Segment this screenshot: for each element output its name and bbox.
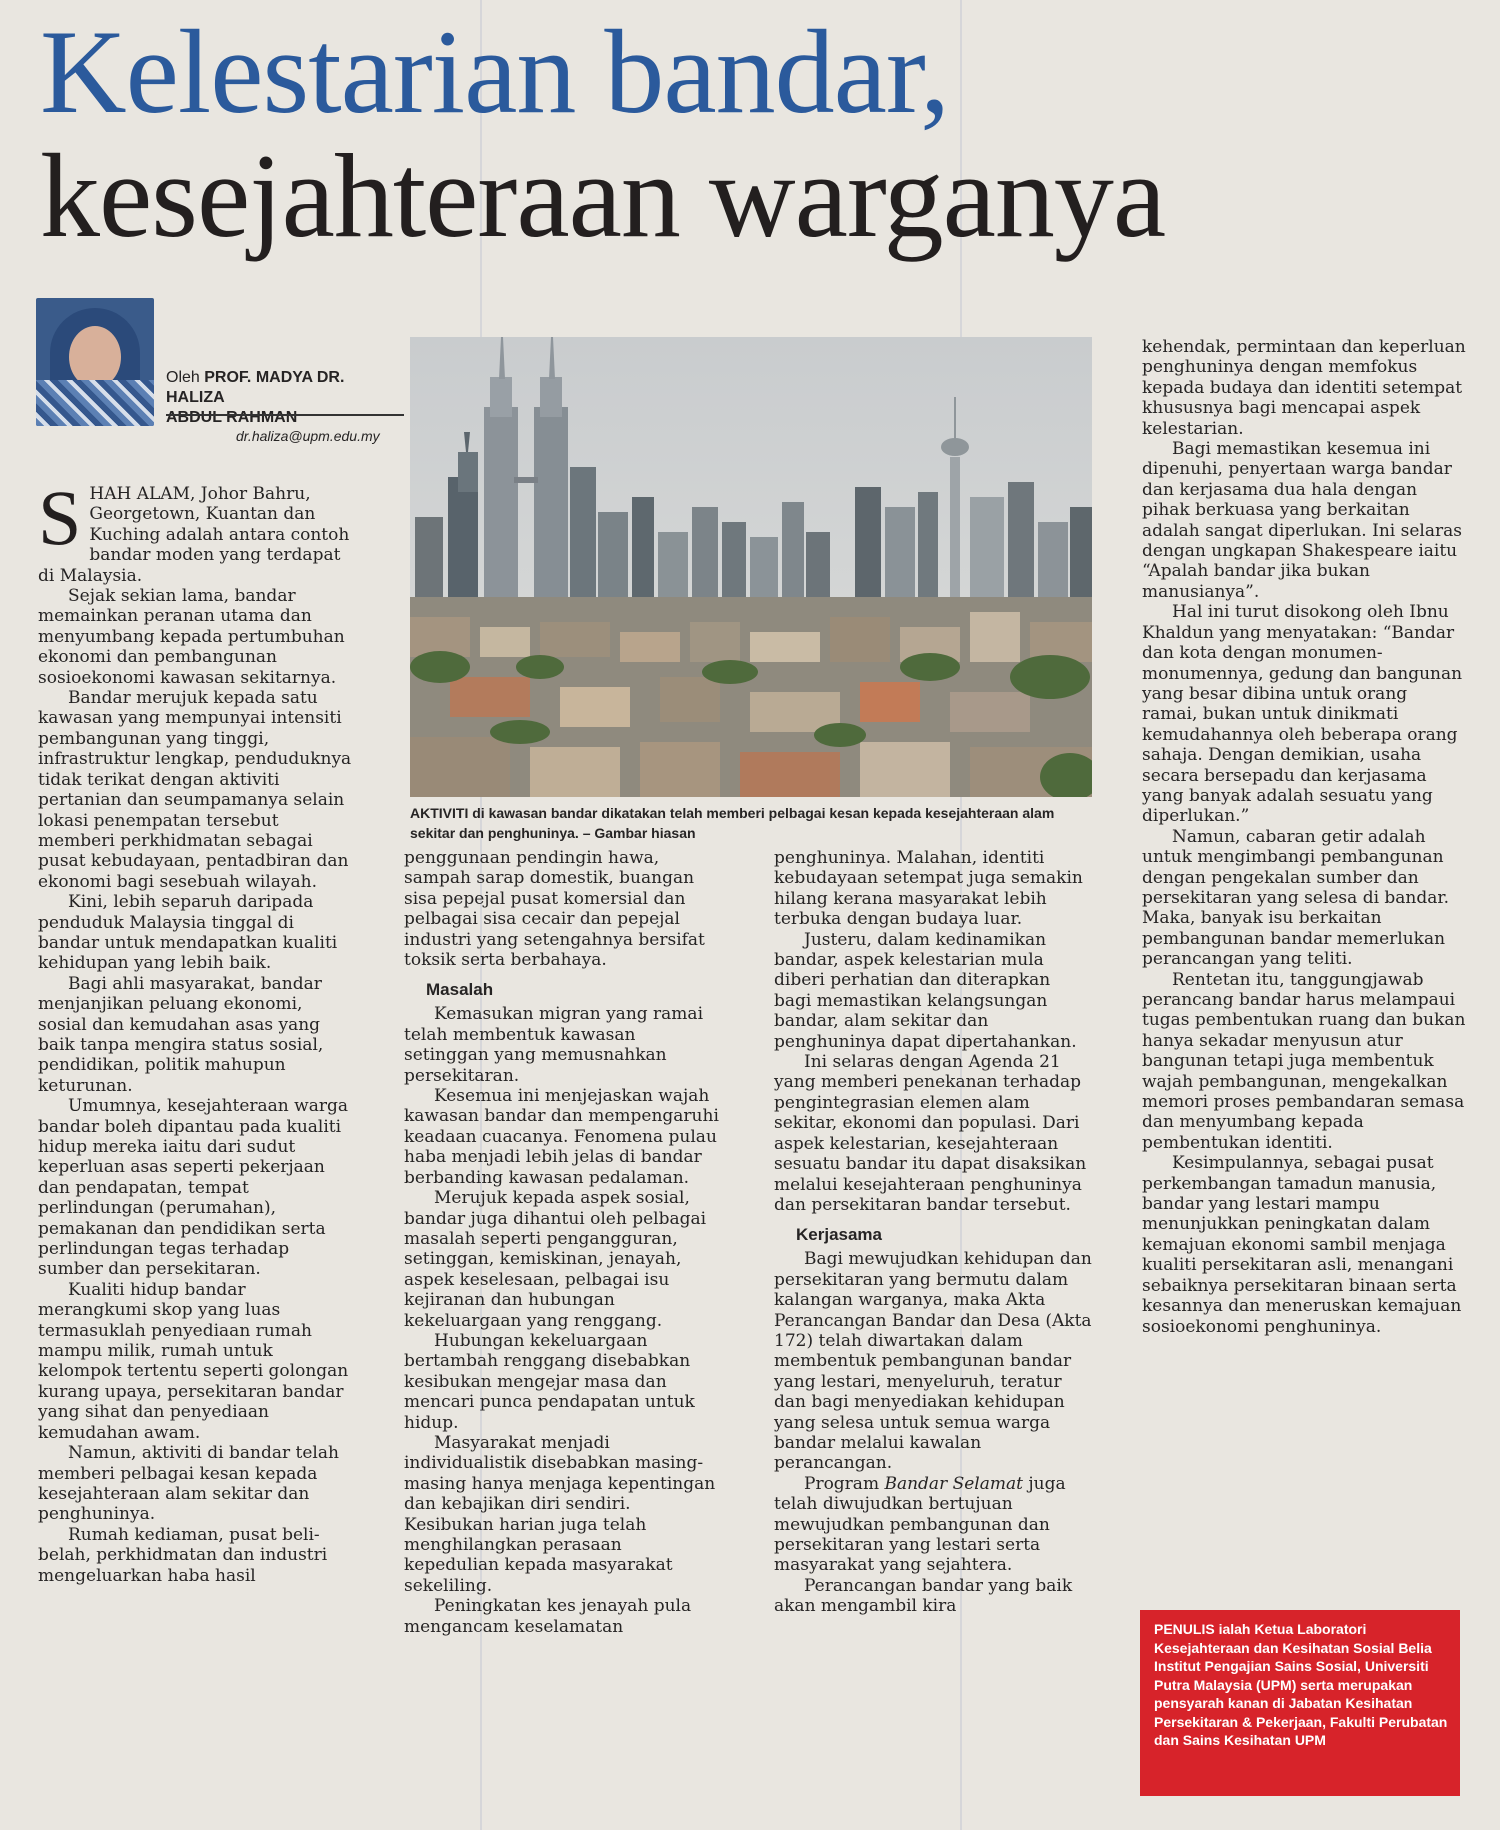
article-column-4 (1142, 337, 1466, 1337)
paragraph: Masyarakat menjadi individualistik disebabkan masing-masing hanya menjaga kepentingan dan kebajikan diri sendiri. Kesibukan harian juga telah menghilangkan perasaan kepedulian kepada masyarakat sekeliling. (404, 1432, 716, 1596)
paragraph: Hal ini turut disokong oleh Ibnu Khaldun yang menyatakan: “Bandar dan kota dengan monumen-monumennya, gedung dan bangunan yang besar dibina untuk orang ramai, bukan untuk dinikmati kemudahannya oleh beberapa orang sahaja. Dengan demikian, usaha secara bersepadu dan kerjasama yang banyak adalah sesuatu yang diperlukan.” (1142, 602, 1463, 827)
lead-paragraph-text: HAH ALAM, Johor Bahru, Georgetown, Kuantan dan Kuching adalah antara contoh bandar moden yang terdapat di Malaysia. (38, 484, 350, 586)
paragraph: Hubungan kekeluargaan bertambah renggang disebabkan kesibukan mengejar masa dan mencari punca pendapatan untuk hidup. (404, 1330, 695, 1433)
paragraph: Kesimpulannya, sebagai pusat perkembangan tamadun manusia, bandar yang lestari mampu menunjukkan peningkatan dalam kemajuan ekonomi sambil menjaga kualiti persekitaran asli, menangani sebaiknya persekitaran binaan serta kesannya dan meneruskan kemajuan sosioekonomi penghuninya. (1142, 1153, 1462, 1337)
paragraph: Rumah kediaman, pusat beli-belah, perkhidmatan dan industri mengeluarkan haba hasil (38, 1524, 328, 1586)
program-name: Bandar Selamat (884, 1473, 1023, 1494)
paragraph-text: juga telah diwujudkan bertujuan mewujudkan pembangunan dan persekitaran yang lestari serta masyarakat yang sejahtera. (774, 1473, 1066, 1576)
subheading-kerjasama: Kerjasama (796, 1225, 883, 1245)
paragraph: Kini, lebih separuh daripada penduduk Malaysia tinggal di bandar untuk mendapatkan kualiti kehidupan yang lebih baik. (38, 892, 338, 974)
author-email[interactable]: dr.haliza@upm.edu.my (236, 428, 380, 444)
author-name-line-2: ABDUL RAHMAN (166, 409, 298, 426)
paragraph: Umumnya, kesejahteraan warga bandar boleh dipantau pada kualiti hidup mereka iaitu dari sudut keperluan asas seperti pekerjaan dan pendapatan, tempat perlindungan (perumahan), pemakanan dan pendidikan serta perlindungan tegas terhadap sumber dan persekitaran. (38, 1096, 348, 1280)
lead-paragraph (38, 474, 356, 586)
skyline-illustration (410, 337, 1092, 797)
headline-line-1: Kelestarian bandar, (40, 5, 950, 138)
paragraph: penggunaan pendingin hawa, sampah sarap domestik, buangan sisa pepejal pusat komersial dan pelbagai sisa cecair dan pepejal industri yang setengahnya bersifat toksik serta berbahaya. (404, 848, 705, 971)
paragraph: Perancangan bandar yang baik akan mengambil kira (774, 1575, 1073, 1617)
subheading-masalah: Masalah (426, 980, 494, 1000)
author-info-box: PENULIS ialah Ketua Laboratori Kesejahteraan dan Kesihatan Sosial Belia Institut Pengajian Sains Sosial, Universiti Putra Malaysia (UPM) serta merupakan pensyarah kanan di Jabatan Kesihatan Persekitaran & Pekerjaan, Fakulti Perubatan dan Sains Kesihatan UPM (1140, 1610, 1460, 1796)
paragraph: Bagi ahli masyarakat, bandar menjanjikan peluang ekonomi, sosial dan kemudahan asas yang baik tanpa mengira status sosial, pendidikan, politik mahupun keturunan. (38, 973, 324, 1096)
paragraph: Justeru, dalam kedinamikan bandar, aspek kelestarian mula diberi perhatian dan diterapkan bagi memastikan kelangsungan bandar, alam sekitar dan penghuninya dapat dipertahankan. (774, 929, 1077, 1052)
paragraph: Bandar merujuk kepada satu kawasan yang mempunyai intensiti pembangunan yang tinggi, infrastruktur lengkap, penduduknya tidak terikat dengan aktiviti pertanian dan seumpamanya selain lokasi penempatan tersebut memberi perkhidmatan sebagai pusat kebudayaan, pentadbiran dan ekonomi bagi sesebuah wilayah. (38, 688, 352, 892)
article-column-3 (774, 848, 1092, 1617)
author-photo (36, 298, 154, 426)
paragraph: Rentetan itu, tanggungjawab perancang bandar harus melampaui tugas pembentukan ruang dan bukan hanya sekadar menyusun atur bangunan tetapi juga membentuk wajah pembangunan, mengekalkan memori proses pembandaran semasa dan menyumbang kepada pembentukan identiti. (1142, 969, 1466, 1153)
byline-rule (166, 414, 404, 416)
paragraph: Kemasukan migran yang ramai telah membentuk kawasan setinggan yang memusnahkan persekitaran. (404, 1004, 704, 1086)
paragraph: Namun, cabaran getir adalah untuk mengimbangi pembangunan dengan pengekalan sumber dan persekitaran yang selesa di bandar. Maka, banyak isu berkaitan pembangunan bandar memerlukan perancangan yang teliti. (1142, 826, 1450, 970)
photo-caption (410, 803, 1100, 843)
article-column-2 (404, 848, 722, 1637)
paragraph: Merujuk kepada aspek sosial, bandar juga dihantui oleh pelbagai masalah seperti pengangguran, setinggan, kemiskinan, jenayah, aspek keselesaan, pelbagai isu kejiranan dan hubungan kekeluargaan yang renggang. (404, 1188, 707, 1331)
caption-text: di kawasan bandar dikatakan telah memberi pelbagai kesan kepada kesejahteraan alam sekitar dan penghuninya. – Gambar hiasan (410, 805, 1055, 841)
author-name-line-1: PROF. MADYA DR. HALIZA (166, 369, 345, 406)
byline (36, 298, 380, 468)
paragraph (774, 1474, 1092, 1576)
paragraph: Namun, aktiviti di bandar telah memberi pelbagai kesan kepada kesejahteraan alam sekitar dan penghuninya. (38, 1443, 339, 1525)
headline-line-2: kesejahteraan warganya (40, 129, 1166, 262)
article-column-1 (38, 474, 356, 1586)
article-headline (40, 5, 1166, 262)
paragraph: penghuninya. Malahan, identiti kebudayaan setempat juga semakin hilang kerana masyarakat lebih terbuka dengan budaya luar. (774, 848, 1083, 930)
paragraph: Sejak sekian lama, bandar memainkan peranan utama dan menyumbang kepada pertumbuhan ekonomi dan pembangunan sosioekonomi kawasan sekitarnya. (38, 586, 345, 688)
paragraph: Kualiti hidup bandar merangkumi skop yang luas termasuklah penyediaan rumah mampu milik, rumah untuk kelompok tertentu seperti golongan kurang upaya, persekitaran bandar yang sihat dan penyediaan kemudahan awam. (38, 1279, 349, 1443)
byline-prefix: Oleh (166, 369, 200, 386)
paragraph: Ini selaras dengan Agenda 21 yang memberi penekanan terhadap pengintegrasian elemen alam sekitar, ekonomi dan populasi. Dari aspek kelestarian, kesejahteraan sesuatu bandar itu dapat disaksikan melalui kesejahteraan penghuninya dan persekitaran bandar tersebut. (774, 1052, 1087, 1215)
caption-lead: AKTIVITI (410, 805, 469, 821)
paragraph: Bagi mewujudkan kehidupan dan persekitaran yang bermutu dalam kalangan warganya, maka Akta Perancangan Bandar dan Desa (Akta 172) telah diwartakan dalam membentuk pembangunan bandar yang lestari, menyeluruh, teratur dan bagi menyediakan kehidupan yang selesa untuk semua warga bandar melalui kawalan perancangan. (774, 1249, 1092, 1474)
paragraph: Kesemua ini menjejaskan wajah kawasan bandar dan mempengaruhi keadaan cuacanya. Fenomena pulau haba menjadi lebih jelas di bandar berbanding kawasan pedalaman. (404, 1086, 719, 1188)
author-name (166, 368, 366, 428)
paragraph-text: Program (804, 1473, 885, 1494)
article-photo-kl-skyline (410, 337, 1092, 797)
paragraph: Peningkatan kes jenayah pula mengancam keselamatan (404, 1596, 692, 1637)
paragraph: kehendak, permintaan dan keperluan penghuninya dengan memfokus kepada budaya dan identiti setempat khususnya bagi mencapai aspek kelestarian. (1142, 337, 1466, 439)
paragraph: Bagi memastikan kesemua ini dipenuhi, penyertaan warga bandar dan kerjasama dua hala dengan pihak berkuasa yang berkaitan adalah sangat diperlukan. Ini selaras dengan ungkapan Shakespeare iaitu “Apalah bandar jika bukan manusianya”. (1142, 439, 1462, 602)
drop-cap: S (38, 474, 82, 561)
